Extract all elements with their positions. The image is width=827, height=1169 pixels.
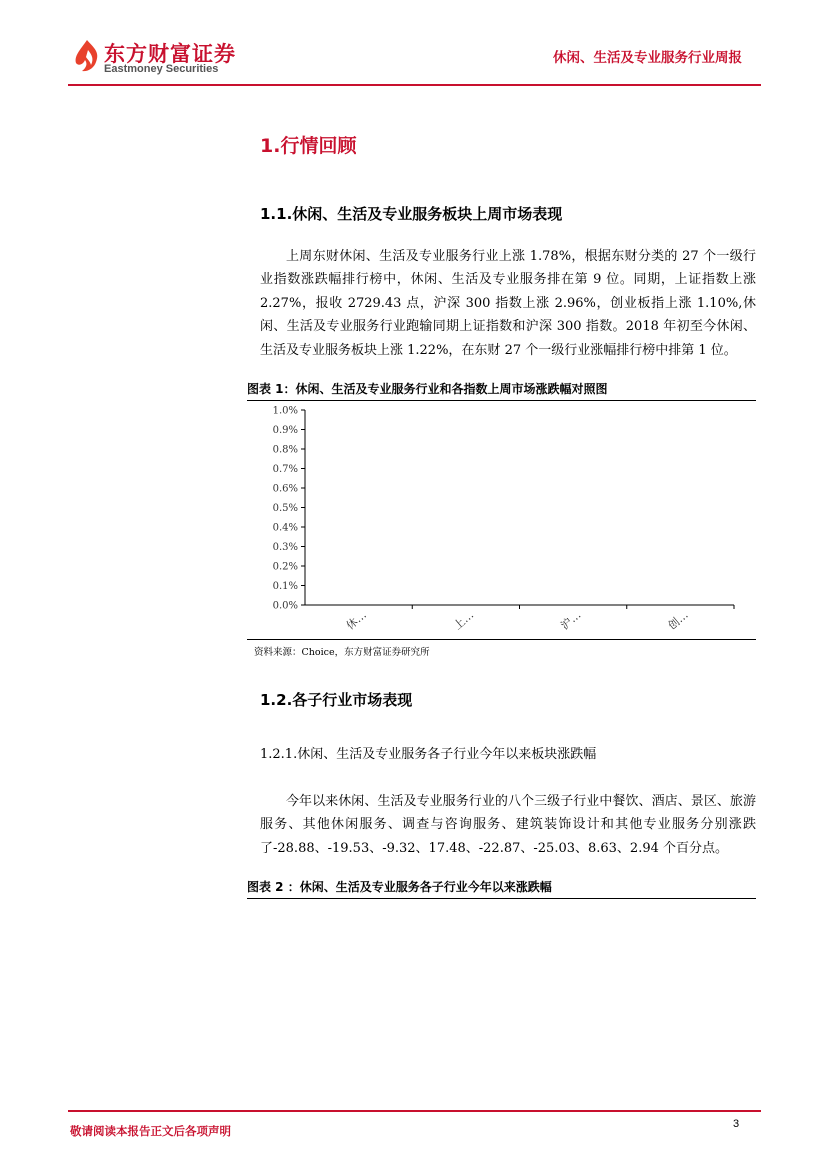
footer-disclaimer: 敬请阅读本报告正文后各项声明 xyxy=(70,1124,231,1138)
y-tick-label: 0.5% xyxy=(272,503,298,514)
figure-1-chart-container xyxy=(247,399,756,640)
section-heading-1-2: 1.2.各子行业市场表现 xyxy=(260,691,413,709)
y-tick-label: 0.3% xyxy=(272,542,298,553)
x-category-label: 上… xyxy=(451,608,477,633)
figure-1-chart xyxy=(247,399,756,639)
figure-1-source: 资料来源：Choice，东方财富证券研究所 xyxy=(254,647,430,658)
section-heading-1-1: 1.1.休闲、生活及专业服务板块上周市场表现 xyxy=(260,205,563,223)
sub-industry-paragraph: 今年以来休闲、生活及专业服务行业的八个三级子行业中餐饮、酒店、景区、旅游服务、其他休闲服务、调查与咨询服务、建筑装饰设计和其他专业服务分别涨跌了-28.88、-19.53、-9.32、17.48、-22.87、-25.03、8.63、2.94 个百分点。 xyxy=(260,794,756,856)
x-category-label: 创… xyxy=(665,608,691,633)
report-series-title: 休闲、生活及专业服务行业周报 xyxy=(553,50,742,66)
y-tick-label: 0.7% xyxy=(272,464,298,475)
header-divider xyxy=(68,84,761,86)
x-category-label: 休… xyxy=(343,608,369,633)
market-performance-paragraph: 上周东财休闲、生活及专业服务行业上涨 1.78%，根据东财分类的 27 个一级行业指数涨跌幅排行榜中，休闲、生活及专业服务排在第 9 位。同期，上证指数上涨 2.27%，报收 2729.43 点，沪深 300 指数上涨 2.96%，创业板指上涨 1.10%,休闲、生活及专业服务行业跑输同期上证指数和沪深 300 指数。2018 年初至今休闲、生活及专业服务板块上涨 1.22%，在东财 27 个一级行业涨幅排行榜中排第 1 位。 xyxy=(260,249,756,358)
x-category-label: 沪… xyxy=(558,608,584,633)
section-heading-1-2-1: 1.2.1.休闲、生活及专业服务各子行业今年以来板块涨跌幅 xyxy=(260,747,597,762)
y-tick-label: 0.2% xyxy=(272,561,298,573)
y-tick-label: 0.4% xyxy=(272,522,298,534)
figure-2-caption: 图表 2 ：休闲、生活及专业服务各子行业今年以来涨跌幅 xyxy=(247,879,756,899)
section-heading-1: 1.行情回顾 xyxy=(260,135,357,157)
footer-divider xyxy=(68,1110,761,1112)
flame-logo-icon xyxy=(72,38,102,74)
y-tick-label: 0.8% xyxy=(272,444,298,456)
y-tick-label: 0.6% xyxy=(272,483,298,495)
y-tick-label: 1.0% xyxy=(272,405,298,417)
company-logo xyxy=(72,38,242,78)
logo-chinese-name: 东方财富证券 xyxy=(104,42,236,66)
logo-english-name: Eastmoney Securities xyxy=(104,63,219,75)
y-tick-label: 0.9% xyxy=(272,425,298,436)
y-tick-label: 0.1% xyxy=(272,581,298,592)
page-number: 3 xyxy=(733,1118,740,1130)
figure-1-caption: 图表 1：休闲、生活及专业服务行业和各指数上周市场涨跌幅对照图 xyxy=(247,381,756,401)
y-tick-label: 0.0% xyxy=(272,600,298,612)
